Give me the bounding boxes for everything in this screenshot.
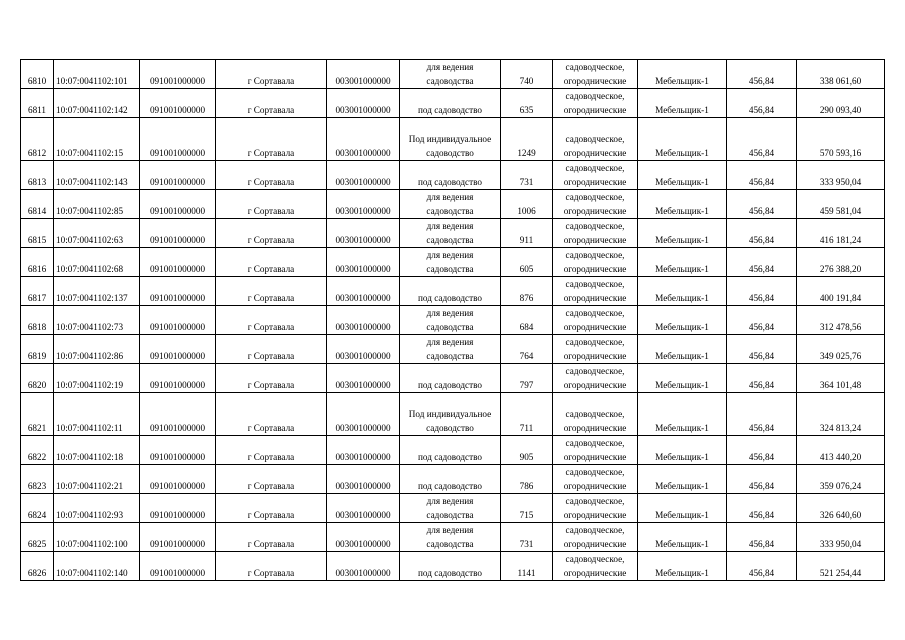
- plot-area-cell: 740: [501, 60, 553, 89]
- city-name-cell: г Сортавала: [216, 436, 327, 465]
- specific-value-cell: 456,84: [727, 161, 797, 190]
- permitted-use-cell: [400, 277, 501, 306]
- permitted-use-text: под садоводство: [418, 105, 482, 115]
- use-category-text: садоводческое, огороднические: [563, 337, 627, 361]
- cadastral-number-cell: 10:07:0041102:86: [54, 335, 140, 364]
- table-row: [21, 248, 885, 277]
- use-category-text: садоводческое, огороднические: [563, 221, 627, 245]
- permitted-use-text: для ведения садоводства: [426, 62, 474, 86]
- table-row: [21, 436, 885, 465]
- cadastral-value-cell: 359 076,24: [797, 465, 885, 494]
- city-name-cell: г Сортавала: [216, 523, 327, 552]
- city-name-cell: г Сортавала: [216, 161, 327, 190]
- table-row: [21, 118, 885, 161]
- plot-area-cell: 715: [501, 494, 553, 523]
- permitted-use-text: для ведения садоводства: [426, 221, 474, 245]
- oktmo-code-cell: 091001000000: [140, 552, 216, 581]
- cadastral-value-cell: 400 191,84: [797, 277, 885, 306]
- use-category-text: садоводческое, огороднические: [563, 525, 627, 549]
- permitted-use-cell: [400, 60, 501, 89]
- specific-value-cell: 456,84: [727, 277, 797, 306]
- cadastral-value-cell: 326 640,60: [797, 494, 885, 523]
- cadastral-number-cell: 10:07:0041102:100: [54, 523, 140, 552]
- plot-area-cell: 731: [501, 523, 553, 552]
- oktmo-code-cell: 091001000000: [140, 161, 216, 190]
- row-number-cell: 6810: [21, 60, 54, 89]
- permitted-use-cell: [400, 523, 501, 552]
- permitted-use-text: под садоводство: [418, 481, 482, 491]
- oktmo-code-cell: 091001000000: [140, 465, 216, 494]
- cadastral-number-cell: 10:07:0041102:137: [54, 277, 140, 306]
- plot-area-cell: 764: [501, 335, 553, 364]
- city-name-cell: г Сортавала: [216, 60, 327, 89]
- city-name-cell: г Сортавала: [216, 306, 327, 335]
- use-category-cell: [553, 118, 638, 161]
- use-category-text: садоводческое, огороднические: [563, 366, 627, 390]
- table-row: [21, 364, 885, 393]
- plot-area-cell: 911: [501, 219, 553, 248]
- city-name-cell: г Сортавала: [216, 219, 327, 248]
- permitted-use-cell: [400, 465, 501, 494]
- cadastral-value-cell: 459 581,04: [797, 190, 885, 219]
- permitted-use-cell: [400, 436, 501, 465]
- specific-value-cell: 456,84: [727, 393, 797, 436]
- use-category-cell: [553, 523, 638, 552]
- oktmo-code-cell: 091001000000: [140, 436, 216, 465]
- cadastral-number-cell: 10:07:0041102:68: [54, 248, 140, 277]
- use-category-cell: [553, 364, 638, 393]
- specific-value-cell: 456,84: [727, 306, 797, 335]
- cadastral-number-cell: 10:07:0041102:15: [54, 118, 140, 161]
- valuation-zone-cell: Мебельщик-1: [638, 306, 727, 335]
- oktmo-code-cell: 091001000000: [140, 393, 216, 436]
- cadastral-number-cell: 10:07:0041102:18: [54, 436, 140, 465]
- cadastral-number-cell: 10:07:0041102:85: [54, 190, 140, 219]
- table-row: [21, 335, 885, 364]
- specific-value-cell: 456,84: [727, 436, 797, 465]
- permitted-use-text: для ведения садоводства: [426, 250, 474, 274]
- use-category-cell: [553, 219, 638, 248]
- city-name-cell: г Сортавала: [216, 393, 327, 436]
- use-category-cell: [553, 335, 638, 364]
- classifier-code-cell: 003001000000: [327, 393, 400, 436]
- land-plots-table: [20, 59, 885, 581]
- use-category-cell: [553, 248, 638, 277]
- use-category-text: садоводческое, огороднические: [563, 409, 627, 433]
- oktmo-code-cell: 091001000000: [140, 248, 216, 277]
- row-number-cell: 6813: [21, 161, 54, 190]
- specific-value-cell: 456,84: [727, 190, 797, 219]
- cadastral-value-cell: 276 388,20: [797, 248, 885, 277]
- city-name-cell: г Сортавала: [216, 190, 327, 219]
- cadastral-number-cell: 10:07:0041102:19: [54, 364, 140, 393]
- row-number-cell: 6820: [21, 364, 54, 393]
- cadastral-value-cell: 338 061,60: [797, 60, 885, 89]
- plot-area-cell: 635: [501, 89, 553, 118]
- permitted-use-text: Под индивидуальное садоводство: [408, 134, 492, 158]
- table-row: [21, 306, 885, 335]
- use-category-text: садоводческое, огороднические: [563, 62, 627, 86]
- plot-area-cell: 731: [501, 161, 553, 190]
- city-name-cell: г Сортавала: [216, 335, 327, 364]
- cadastral-value-cell: 413 440,20: [797, 436, 885, 465]
- cadastral-value-cell: 349 025,76: [797, 335, 885, 364]
- plot-area-cell: 605: [501, 248, 553, 277]
- classifier-code-cell: 003001000000: [327, 190, 400, 219]
- table-body: [21, 60, 885, 581]
- oktmo-code-cell: 091001000000: [140, 118, 216, 161]
- use-category-text: садоводческое, огороднические: [563, 438, 627, 462]
- cadastral-number-cell: 10:07:0041102:11: [54, 393, 140, 436]
- city-name-cell: г Сортавала: [216, 277, 327, 306]
- oktmo-code-cell: 091001000000: [140, 523, 216, 552]
- table-row: [21, 552, 885, 581]
- specific-value-cell: 456,84: [727, 219, 797, 248]
- specific-value-cell: 456,84: [727, 552, 797, 581]
- classifier-code-cell: 003001000000: [327, 248, 400, 277]
- valuation-zone-cell: Мебельщик-1: [638, 219, 727, 248]
- permitted-use-text: для ведения садоводства: [426, 337, 474, 361]
- permitted-use-cell: [400, 118, 501, 161]
- cadastral-number-cell: 10:07:0041102:21: [54, 465, 140, 494]
- table-row: [21, 89, 885, 118]
- row-number-cell: 6817: [21, 277, 54, 306]
- permitted-use-text: для ведения садоводства: [426, 192, 474, 216]
- row-number-cell: 6818: [21, 306, 54, 335]
- permitted-use-cell: [400, 364, 501, 393]
- cadastral-number-cell: 10:07:0041102:93: [54, 494, 140, 523]
- permitted-use-cell: [400, 306, 501, 335]
- permitted-use-text: под садоводство: [418, 452, 482, 462]
- city-name-cell: г Сортавала: [216, 118, 327, 161]
- valuation-zone-cell: Мебельщик-1: [638, 436, 727, 465]
- use-category-cell: [553, 436, 638, 465]
- cadastral-value-cell: 333 950,04: [797, 161, 885, 190]
- oktmo-code-cell: 091001000000: [140, 60, 216, 89]
- permitted-use-text: для ведения садоводства: [426, 525, 474, 549]
- specific-value-cell: 456,84: [727, 89, 797, 118]
- cadastral-value-cell: 521 254,44: [797, 552, 885, 581]
- classifier-code-cell: 003001000000: [327, 118, 400, 161]
- table-row: [21, 393, 885, 436]
- use-category-text: садоводческое, огороднические: [563, 91, 627, 115]
- city-name-cell: г Сортавала: [216, 494, 327, 523]
- valuation-zone-cell: Мебельщик-1: [638, 277, 727, 306]
- specific-value-cell: 456,84: [727, 60, 797, 89]
- table-row: [21, 465, 885, 494]
- use-category-text: садоводческое, огороднические: [563, 467, 627, 491]
- row-number-cell: 6824: [21, 494, 54, 523]
- classifier-code-cell: 003001000000: [327, 89, 400, 118]
- permitted-use-cell: [400, 494, 501, 523]
- classifier-code-cell: 003001000000: [327, 60, 400, 89]
- plot-area-cell: 876: [501, 277, 553, 306]
- valuation-zone-cell: Мебельщик-1: [638, 190, 727, 219]
- row-number-cell: 6816: [21, 248, 54, 277]
- cadastral-value-cell: 333 950,04: [797, 523, 885, 552]
- permitted-use-text: для ведения садоводства: [426, 308, 474, 332]
- oktmo-code-cell: 091001000000: [140, 190, 216, 219]
- permitted-use-text: под садоводство: [418, 293, 482, 303]
- valuation-zone-cell: Мебельщик-1: [638, 494, 727, 523]
- use-category-cell: [553, 161, 638, 190]
- valuation-zone-cell: Мебельщик-1: [638, 523, 727, 552]
- oktmo-code-cell: 091001000000: [140, 306, 216, 335]
- permitted-use-text: под садоводство: [418, 177, 482, 187]
- table-row: [21, 219, 885, 248]
- classifier-code-cell: 003001000000: [327, 364, 400, 393]
- valuation-zone-cell: Мебельщик-1: [638, 89, 727, 118]
- use-category-text: садоводческое, огороднические: [563, 554, 627, 578]
- table-row: [21, 277, 885, 306]
- plot-area-cell: 905: [501, 436, 553, 465]
- use-category-text: садоводческое, огороднические: [563, 496, 627, 520]
- table-row: [21, 190, 885, 219]
- plot-area-cell: 1006: [501, 190, 553, 219]
- classifier-code-cell: 003001000000: [327, 552, 400, 581]
- valuation-zone-cell: Мебельщик-1: [638, 364, 727, 393]
- specific-value-cell: 456,84: [727, 523, 797, 552]
- permitted-use-cell: [400, 190, 501, 219]
- classifier-code-cell: 003001000000: [327, 219, 400, 248]
- valuation-zone-cell: Мебельщик-1: [638, 118, 727, 161]
- use-category-text: садоводческое, огороднические: [563, 279, 627, 303]
- valuation-zone-cell: Мебельщик-1: [638, 335, 727, 364]
- specific-value-cell: 456,84: [727, 364, 797, 393]
- classifier-code-cell: 003001000000: [327, 161, 400, 190]
- cadastral-value-cell: 312 478,56: [797, 306, 885, 335]
- plot-area-cell: 797: [501, 364, 553, 393]
- cadastral-number-cell: 10:07:0041102:73: [54, 306, 140, 335]
- use-category-cell: [553, 465, 638, 494]
- use-category-cell: [553, 89, 638, 118]
- permitted-use-cell: [400, 248, 501, 277]
- use-category-text: садоводческое, огороднические: [563, 163, 627, 187]
- row-number-cell: 6812: [21, 118, 54, 161]
- permitted-use-cell: [400, 161, 501, 190]
- plot-area-cell: 711: [501, 393, 553, 436]
- row-number-cell: 6819: [21, 335, 54, 364]
- plot-area-cell: 1249: [501, 118, 553, 161]
- oktmo-code-cell: 091001000000: [140, 277, 216, 306]
- oktmo-code-cell: 091001000000: [140, 364, 216, 393]
- use-category-text: садоводческое, огороднические: [563, 308, 627, 332]
- cadastral-number-cell: 10:07:0041102:101: [54, 60, 140, 89]
- table-row: [21, 523, 885, 552]
- table-row: [21, 494, 885, 523]
- permitted-use-cell: [400, 219, 501, 248]
- permitted-use-text: для ведения садоводства: [426, 496, 474, 520]
- classifier-code-cell: 003001000000: [327, 465, 400, 494]
- specific-value-cell: 456,84: [727, 465, 797, 494]
- use-category-cell: [553, 190, 638, 219]
- row-number-cell: 6826: [21, 552, 54, 581]
- specific-value-cell: 456,84: [727, 335, 797, 364]
- table-row: [21, 161, 885, 190]
- use-category-cell: [553, 552, 638, 581]
- cadastral-number-cell: 10:07:0041102:63: [54, 219, 140, 248]
- oktmo-code-cell: 091001000000: [140, 219, 216, 248]
- permitted-use-cell: [400, 393, 501, 436]
- use-category-text: садоводческое, огороднические: [563, 134, 627, 158]
- classifier-code-cell: 003001000000: [327, 277, 400, 306]
- table-row: [21, 60, 885, 89]
- oktmo-code-cell: 091001000000: [140, 335, 216, 364]
- row-number-cell: 6822: [21, 436, 54, 465]
- cadastral-number-cell: 10:07:0041102:142: [54, 89, 140, 118]
- classifier-code-cell: 003001000000: [327, 494, 400, 523]
- row-number-cell: 6825: [21, 523, 54, 552]
- classifier-code-cell: 003001000000: [327, 335, 400, 364]
- city-name-cell: г Сортавала: [216, 552, 327, 581]
- oktmo-code-cell: 091001000000: [140, 89, 216, 118]
- valuation-zone-cell: Мебельщик-1: [638, 393, 727, 436]
- permitted-use-cell: [400, 335, 501, 364]
- valuation-zone-cell: Мебельщик-1: [638, 60, 727, 89]
- valuation-zone-cell: Мебельщик-1: [638, 552, 727, 581]
- valuation-zone-cell: Мебельщик-1: [638, 248, 727, 277]
- specific-value-cell: 456,84: [727, 494, 797, 523]
- valuation-zone-cell: Мебельщик-1: [638, 161, 727, 190]
- plot-area-cell: 684: [501, 306, 553, 335]
- cadastral-value-cell: 364 101,48: [797, 364, 885, 393]
- permitted-use-cell: [400, 89, 501, 118]
- row-number-cell: 6815: [21, 219, 54, 248]
- permitted-use-text: под садоводство: [418, 380, 482, 390]
- cadastral-number-cell: 10:07:0041102:143: [54, 161, 140, 190]
- use-category-cell: [553, 393, 638, 436]
- cadastral-value-cell: 416 181,24: [797, 219, 885, 248]
- city-name-cell: г Сортавала: [216, 465, 327, 494]
- use-category-cell: [553, 494, 638, 523]
- city-name-cell: г Сортавала: [216, 89, 327, 118]
- row-number-cell: 6811: [21, 89, 54, 118]
- cadastral-value-cell: 290 093,40: [797, 89, 885, 118]
- permitted-use-text: Под индивидуальное садоводство: [408, 409, 492, 433]
- specific-value-cell: 456,84: [727, 248, 797, 277]
- row-number-cell: 6814: [21, 190, 54, 219]
- city-name-cell: г Сортавала: [216, 364, 327, 393]
- permitted-use-cell: [400, 552, 501, 581]
- use-category-text: садоводческое, огороднические: [563, 192, 627, 216]
- specific-value-cell: 456,84: [727, 118, 797, 161]
- use-category-text: садоводческое, огороднические: [563, 250, 627, 274]
- valuation-zone-cell: Мебельщик-1: [638, 465, 727, 494]
- cadastral-value-cell: 324 813,24: [797, 393, 885, 436]
- cadastral-number-cell: 10:07:0041102:140: [54, 552, 140, 581]
- plot-area-cell: 1141: [501, 552, 553, 581]
- permitted-use-text: под садоводство: [418, 568, 482, 578]
- plot-area-cell: 786: [501, 465, 553, 494]
- classifier-code-cell: 003001000000: [327, 523, 400, 552]
- use-category-cell: [553, 60, 638, 89]
- use-category-cell: [553, 277, 638, 306]
- classifier-code-cell: 003001000000: [327, 436, 400, 465]
- cadastral-value-cell: 570 593,16: [797, 118, 885, 161]
- use-category-cell: [553, 306, 638, 335]
- city-name-cell: г Сортавала: [216, 248, 327, 277]
- classifier-code-cell: 003001000000: [327, 306, 400, 335]
- oktmo-code-cell: 091001000000: [140, 494, 216, 523]
- row-number-cell: 6823: [21, 465, 54, 494]
- row-number-cell: 6821: [21, 393, 54, 436]
